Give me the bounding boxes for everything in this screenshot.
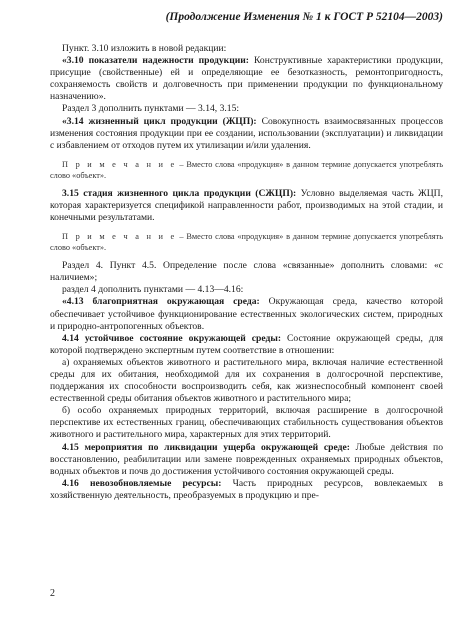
note-text: – Вместо слова «продукция» в данном термине допускается употреблять слово «объект». [50,232,443,253]
paragraph-4-13 [50,296,443,332]
paragraph-4-15 [50,442,443,478]
definition-4-15: Любые действия по восстановлению, реабилитации или замене поврежденных охраняемых природных объектов, водных объектов и почв до достижения устойчивого состояния окружающей среды. [50,441,443,477]
document-body [50,43,443,502]
paragraph-text: Раздел 3 дополнить пунктами — 3.14, 3.15: [62,103,240,115]
definition-4-16: Часть природных ресурсов, вовлекаемых в хозяйственную деятельность, преобразуемых в продукцию и пре- [50,477,443,501]
term-4-14: 4.14 устойчивое состояние окружающей среды: [62,332,282,344]
paragraph-intro-3-10 [50,43,443,55]
paragraph-text: б) особо охраняемых природных территорий, включая расширение в долгосрочной перспективе их естественных границ, обеспечивающих стабильность существования объектов животного и растительного мира, характерных для этих территорий. [50,405,443,441]
paragraph-text: Раздел 4. Пункт 4.5. Определение после слова «связанные» дополнить словами: «с наличием»; [50,260,443,284]
page-header: (Продолжение Изменения № 1 к ГОСТ Р 52104—2003) [165,11,443,23]
definition-3-10: Конструктивные характеристики продукции, присущие (свойственные) ей и определяющие ее безотказность, ремонтопригодность, сохраняемость свойств и долговечность при применении продукции по функциональному назначению». [50,55,443,103]
term-3-14: «3.14 жизненный цикл продукции (ЖЦП): [62,115,257,127]
term-3-10: «3.10 показатели надежности продукции: [62,55,249,67]
note-2 [50,231,443,253]
definition-3-14: Совокупность взаимосвязанных процессов изменения состояния продукции при ее создании, использовании (эксплуатации) и ликвидации с избавлением от отходов путем их утилизации и/или удаления. [50,115,444,151]
page-number: 2 [50,588,55,599]
definition-4-13: Окружающая среда, качество которой обеспечивает устойчивое функционирование естественных экологических систем, природных и природно-антропогенных объектов. [50,296,444,332]
note-text: – Вместо слова «продукция» в данном термине допускается употреблять слово «объект». [50,159,443,180]
term-4-13: «4.13 благоприятная окружающая среда: [62,296,260,308]
term-3-15: 3.15 стадия жизненного цикла продукции (СЖЦП): [62,187,297,199]
paragraph-text: Пункт. 3.10 изложить в новой редакции: [62,43,227,54]
paragraph-4-14-b [50,405,443,441]
paragraph-intro-4-13 [50,284,443,296]
paragraph-text: раздел 4 дополнить пунктами — 4.13—4.16: [62,284,244,296]
term-4-15: 4.15 мероприятия по ликвидации ущерба окружающей среде: [62,441,350,453]
paragraph-text: а) охраняемых объектов животного и растительного мира, включая наличие естественной среды для их обитания, необходимой для их сохранения в долгосрочной перспективе, поддержания их способности воспроизводить себя, как жизнеспособный компонент своей естественной среды обитания объектов животного и растительного мира; [50,356,443,405]
paragraph-intro-3-14 [50,103,443,115]
note-label: П р и м е ч а н и е [62,232,177,242]
paragraph-4-14-a [50,357,443,405]
note-label: П р и м е ч а н и е [62,159,177,169]
paragraph-4-14 [50,333,443,357]
term-4-16: 4.16 невозобновляемые ресурсы: [62,477,222,489]
paragraph-4-16 [50,478,443,502]
paragraph-3-10 [50,55,443,103]
note-1 [50,159,443,181]
paragraph-3-14 [50,116,443,152]
paragraph-3-15 [50,188,443,224]
definition-3-15: Условно выделяемая часть ЖЦП, которая характеризуется спецификой направленности работ, производимых на этой стадии, и конечными результатами. [50,187,443,224]
definition-4-14: Состояние окружающей среды, для которой подтверждено экспертным путем соответствие в отношении: [50,332,443,356]
paragraph-section-4-5 [50,260,443,284]
